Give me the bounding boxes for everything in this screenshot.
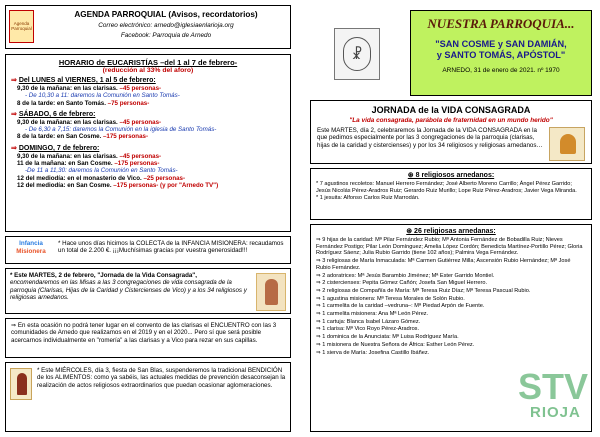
saint-blas-icon — [17, 373, 27, 395]
jornada-title: JORNADA de la VIDA CONSAGRADA — [371, 105, 531, 115]
agenda-header — [5, 5, 291, 49]
list-item: ⇒ 9 hijas de la caridad: Mª Pilar Fernández Rubio; Mª Antonia Fernández de Bobadilla Ruiz; Nieves Fernández Postigo; Pilar León Domínguez; Amelia López Cordón; Benedicta Martínez-Portillo Pérez; Gloria Rodríguez Sáenz; Julia Rubio Garrido (tiene 102 años); Palmira Vega Fernández. — [316, 237, 583, 257]
arrow-icon: ⇒ — [11, 77, 19, 84]
schedule-line-main: - De 6,30 a 7,15: daremos la Comunión en la iglesia de Santo Tomás- — [25, 126, 217, 134]
schedule-line-capacity: –175 personas- — [112, 160, 160, 168]
religiosos-heading: ⊛ 8 religiosos arnedanos: — [407, 172, 495, 179]
schedule-line-capacity: –45 personas- — [117, 118, 162, 126]
schedule-line — [11, 160, 285, 167]
schedule-line — [11, 167, 285, 174]
schedule-line-capacity: –45 personas- — [117, 85, 162, 92]
infancia-box — [5, 236, 291, 264]
schedule-day-heading — [11, 145, 285, 153]
parish-header-band — [410, 10, 592, 96]
schedule-line-main: 9,30 de la mañana: en las clarisas. — [17, 152, 118, 160]
right-page — [300, 0, 600, 437]
list-item: ⇒ 1 carmelita de la caridad –vedruna–: Mª Piedad Arpón de Fuente. — [316, 303, 485, 310]
schedule-line-main: 11 de la mañana: en San Cosme. — [17, 160, 113, 168]
agenda-logo-text: Agenda Parroquial — [11, 21, 32, 32]
schedule-line-capacity: –45 personas- — [117, 152, 162, 160]
schedule-line — [11, 182, 285, 189]
jornada-image — [549, 127, 585, 161]
vida-image — [256, 273, 286, 311]
parish-title: NUESTRA PARROQUIA... — [427, 16, 575, 31]
infancia-text: * Hace unos días hicimos la COLECTA de la INFANCIA MISIONERA: recaudamos un total de 2.200 €. ¡¡¡Muchísimas gracias por vuestra generosidad!!! — [58, 240, 284, 255]
schedule-subtitle: (reducción al 33% del aforo) — [102, 67, 194, 74]
schedule-line-main: 12 del mediodía: en el monasterio de Vico. — [17, 174, 142, 182]
blas-text: * Este MIÉRCOLES, día 3, fiesta de San Blas, suspenderemos la tradicional BENDICIÓN de los ALIMENTOS: como ya sabéis, las actuales medidas de prevención desaconsejan la realización de actos religiosos extraordinarios que puedan ocasionar aglomeraciones. — [37, 367, 286, 389]
schedule-day-heading — [11, 77, 285, 85]
list-item: ⇒ 2 adoratrices: Mª Jesús Barambio Jiménez; Mª Ester Garrido Montiel. — [316, 272, 495, 279]
religiosas-heading: ⊛ 26 religiosas arnedanas: — [406, 228, 496, 235]
schedule-line — [11, 133, 285, 140]
vida-figure-icon — [265, 279, 278, 305]
schedule-line-capacity: –175 personas- (y por "Arnedo TV") — [111, 181, 219, 189]
schedule-line-main: - De 10,30 a 11: daremos la Comunión en Santo Tomás- — [25, 92, 180, 100]
list-item: * 7 agustinos recoletos: Manuel Herrero Fernández; José Alberto Moreno Carrillo; Ángel Pérez Garrido; Jesús Nicolás Pérez-Aradros Ruiz; Gerardo Ruiz Murillo; Lope Ruiz Pérez-Aradros; Javier Vega Miranda. — [316, 181, 577, 194]
blas-image — [10, 368, 32, 400]
schedule-line — [11, 85, 285, 92]
schedule-line — [11, 92, 285, 99]
religiosos-box — [310, 168, 592, 220]
infancia-logo-line1: Infancia — [19, 240, 43, 247]
blas-box — [5, 362, 291, 432]
schedule-sections — [11, 77, 285, 189]
schedule-line-main: 8 de la tarde: en Santo Tomás. — [17, 99, 106, 107]
schedule-line — [11, 153, 285, 160]
jornada-intro: Este MARTES, día 2, celebraremos la Jornada de la VIDA CONSAGRADA en la que pedimos especialmente por las 3 congregaciones de la parroquia (clarisas, hijas de la caridad y cistercienses) y por los 34 religiosos y religiosas arnedanos… — [317, 127, 543, 149]
list-item: ⇒ 1 misionera de Nuestra Señora de África: Esther León Pérez. — [316, 341, 475, 348]
agenda-email: Correo electrónico: arnedo@iglesiaenlarioja.org — [98, 22, 234, 29]
schedule-line-main: 12 del mediodía: en San Cosme. — [17, 181, 112, 189]
infancia-logo — [9, 240, 53, 262]
infancia-logo-line2: Misionera — [16, 248, 46, 255]
encuentro-box — [5, 318, 291, 358]
arrow-icon: ⇒ — [11, 110, 19, 118]
schedule-line — [11, 175, 285, 182]
schedule-line — [11, 119, 285, 126]
schedule-line-capacity: –175 personas- — [101, 133, 149, 141]
watermark-letters: STV — [518, 366, 589, 407]
list-item: * 1 jesuita: Alfonso Carlos Ruiz Marrodán. — [316, 195, 420, 202]
jornada-box — [310, 100, 592, 164]
watermark-sub: RIOJA — [530, 404, 581, 421]
schedule-line-main: 9,30 de la mañana: en las clarisas. — [17, 118, 118, 126]
schedule-line-main: -De 11 a 11,30: daremos la Comunión en Santo Tomás- — [25, 167, 178, 175]
religiosas-list — [316, 237, 586, 356]
schedule-line — [11, 100, 285, 107]
list-item: ⇒ 1 sierva de María: Josefina Castillo Ibáñez. — [316, 349, 430, 356]
religiosas-box — [310, 224, 592, 432]
agenda-facebook: Facebook: Parroquia de Arnedo — [120, 32, 212, 39]
list-item: ⇒ 1 dominica de la Anunciata: Mª Luisa Rodríguez María. — [316, 334, 459, 341]
consecrated-life-icon — [560, 134, 576, 154]
schedule-box — [5, 54, 291, 232]
parish-date: ARNEDO, 31 de enero de 2021. nº 1970 — [442, 67, 560, 74]
schedule-day-title: SÁBADO, 6 de febrero: — [18, 110, 96, 118]
schedule-line — [11, 126, 285, 133]
jornada-subtitle: "La vida consagrada, parábola de fraternidad en un mundo herido" — [349, 117, 553, 124]
list-item: ⇒ 2 religiosas de Compañía de María: Mª Teresa Ruiz Díaz; Mª Teresa Pascual Rubio. — [316, 287, 531, 294]
list-item: ⇒ 1 agustina misionera: Mª Teresa Morales de Solón Rubio. — [316, 295, 465, 302]
chi-rho-icon: ☧ — [343, 37, 371, 71]
vida-box — [5, 268, 291, 314]
schedule-day-title: DOMINGO, 7 de febrero: — [18, 144, 100, 152]
list-item: ⇒ 1 carmelita misionera: Ana Mª León Pérez. — [316, 311, 429, 318]
schedule-line-main: 9,30 de la mañana: en las clarisas. — [17, 85, 118, 92]
list-item: ⇒ 1 cartuja: Blanca Isabel Lázaro Gómez. — [316, 318, 421, 325]
schedule-day-title: Del LUNES al VIERNES, 1 al 5 de febrero: — [18, 77, 156, 84]
schedule-line-capacity: –25 personas- — [141, 174, 186, 182]
list-item: ⇒ 1 clarisa: Mª Vico Royo Pérez-Aradros. — [316, 326, 420, 333]
list-item: ⇒ 2 cistercienses: Pepita Gómez Cañón; Josefa San Miguel Herrero. — [316, 280, 488, 287]
schedule-line-capacity: –75 personas- — [105, 99, 150, 107]
parish-line2: y SANTO TOMÁS, APÓSTOL" — [436, 50, 566, 60]
vida-text1: * Este MARTES, 2 de febrero, "Jornada de la Vida Consagrada", — [10, 272, 197, 279]
vida-text2: encomendaremos en las Misas a las 3 congregaciones de vida consagrada de la parroquia (Clarisas, Hijas de la Caridad y Cistercienses de Vico) y a los 34 religiosos y religiosas arnedanos. — [10, 279, 247, 301]
list-item: ⇒ 3 religiosas de María Inmaculada: Mª Carmen Gutiérrez Milla; Ascensión Rubio Hernández; Mª José Rubio Fernández. — [316, 258, 571, 271]
agenda-title: AGENDA PARROQUIAL (Avisos, recordatorios) — [74, 10, 258, 19]
religiosos-list — [316, 181, 586, 202]
arrow-icon: ⇒ — [11, 144, 19, 152]
schedule-title: HORARIO de EUCARISTÍAS –del 1 al 7 de febrero- — [58, 58, 238, 67]
parish-logo — [334, 28, 380, 80]
schedule-day-heading — [11, 111, 285, 119]
schedule-line-main: 8 de la tarde: en San Cosme. — [17, 133, 102, 141]
parish-line1: "SAN COSME y SAN DAMIÁN, — [435, 39, 567, 49]
agenda-logo — [9, 10, 34, 43]
encuentro-text: ⇒ En esta ocasión no podrá tener lugar en el convento de las clarisas el ENCUENTRO con las 3 comunidades de Arnedo que realizamos en el 2019 y en el 2020... Pero sí que será posible acercarnos individualmente en "romería" a las clarisas y a Vico para rezar en sus capillas. — [11, 322, 277, 344]
